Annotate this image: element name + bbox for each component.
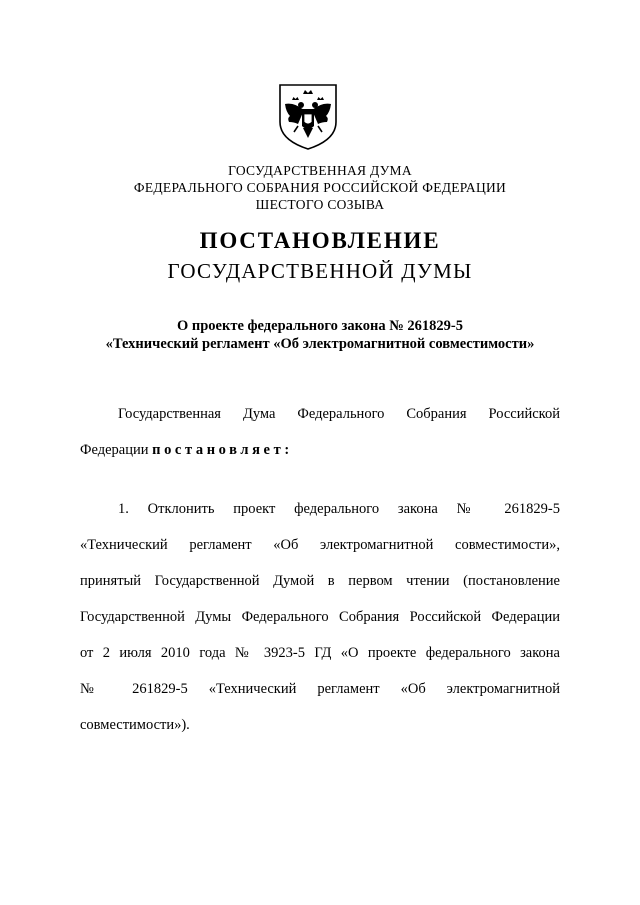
header-line-convocation: ШЕСТОГО СОЗЫВА bbox=[255, 197, 385, 212]
document-title: ПОСТАНОВЛЕНИЕ bbox=[199, 228, 441, 253]
item1-line-6: № 261829-5 «Технический регламент «Об электромагнитной bbox=[80, 681, 560, 697]
item1-line-1: 1. Отклонить проект федерального закона № 261829-5 bbox=[118, 501, 560, 517]
item1-line-3: принятый Государственной Думой в первом чтении (постановление bbox=[80, 573, 560, 589]
intro-prefix: Федерации bbox=[80, 442, 153, 458]
item1-line-7: совместимости»). bbox=[80, 717, 190, 733]
intro-line-1: Государственная Дума Федерального Собрания Российской bbox=[118, 406, 560, 422]
item1-line-2: «Технический регламент «Об электромагнитной совместимости», bbox=[80, 537, 560, 553]
document-subtitle: ГОСУДАРСТВЕННОЙ ДУМЫ bbox=[167, 259, 473, 283]
subject-line-2: «Технический регламент «Об электромагнитной совместимости» bbox=[105, 336, 535, 352]
intro-line-2 bbox=[80, 441, 560, 459]
resolves-word: постановляет: bbox=[152, 442, 293, 458]
header-line-assembly: ФЕДЕРАЛЬНОГО СОБРАНИЯ РОССИЙСКОЙ ФЕДЕРАЦИИ bbox=[133, 180, 507, 195]
item1-line-4: Государственной Думы Федерального Собрания Российской Федерации bbox=[80, 609, 560, 625]
header-line-duma: ГОСУДАРСТВЕННАЯ ДУМА bbox=[228, 163, 412, 178]
coat-of-arms-icon bbox=[276, 82, 340, 152]
item1-line-5: от 2 июля 2010 года № 3923-5 ГД «О проекте федерального закона bbox=[80, 645, 560, 661]
subject-line-1: О проекте федерального закона № 261829-5 bbox=[176, 318, 464, 334]
